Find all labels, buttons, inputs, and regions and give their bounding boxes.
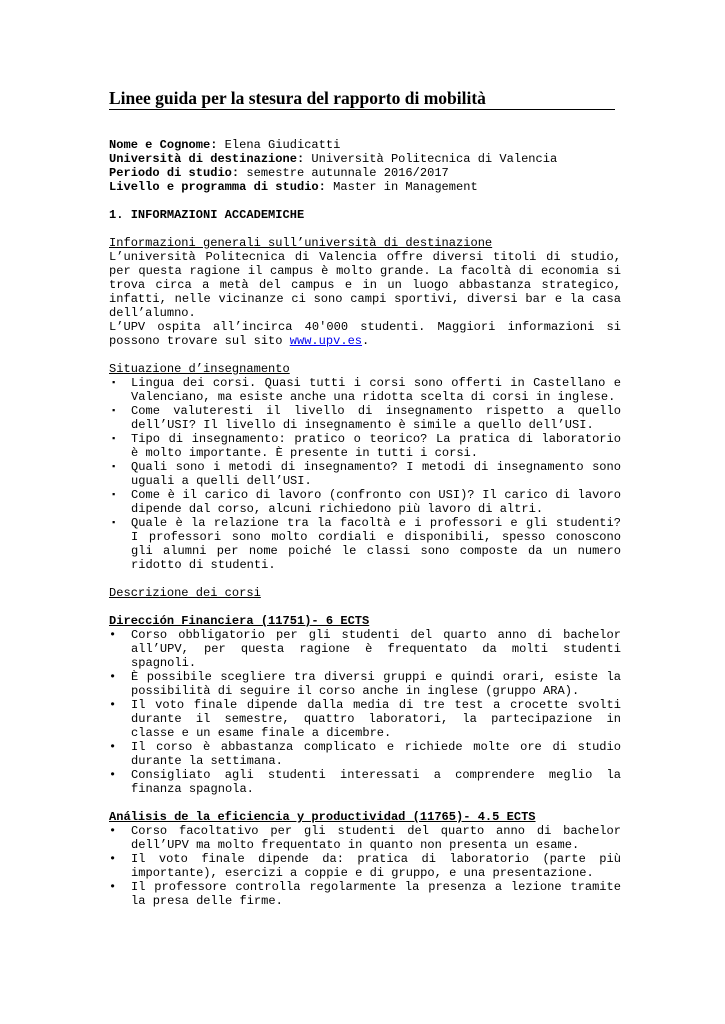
list-item-text: Corso facoltativo per gli studenti del quarto anno di bachelor dell’UPV ma molto frequentato in quanto non presenta un esame. [131,824,621,852]
list-item-text: Il voto finale dipende dalla media di tre test a crocette svolti durante il semestre, quattro laboratori, la partecipazione in classe e un esame finale a dicembre. [131,698,621,740]
round-bullet-icon: • [109,740,117,754]
list-item-text: Il professore controlla regolarmente la presenza a lezione tramite la presa delle firme. [131,880,621,908]
list-item-text: Quali sono i metodi di insegnamento? I metodi di insegnamento sono uguali a quelli dell’USI. [131,460,621,488]
student-info [109,138,621,194]
square-bullet-icon: ▪ [111,490,117,500]
document-page [109,87,621,908]
round-bullet-icon: • [109,824,117,838]
list-item [109,376,621,404]
list-item-text: Corso obbligatorio per gli studenti del quarto anno di bachelor all’UPV, per questa ragione è frequentato da molti studenti spagnoli. [131,628,621,670]
info-period [109,166,621,180]
round-bullet-icon: • [109,768,117,782]
list-item-text: Il corso è abbastanza complicato e richiede molte ore di studio durante la settimana. [131,740,621,768]
list-item [109,460,621,488]
list-item-text: È possibile scegliere tra diversi gruppi e quindi orari, esiste la possibilità di seguire il corso anche in inglese (gruppo ARA). [131,670,621,698]
list-item [109,824,621,852]
info-label: Università di destinazione: [109,152,305,166]
section-heading: 1. INFORMAZIONI ACCADEMICHE [109,208,305,222]
list-item [109,768,621,796]
course-title: Dirección Financiera (11751)- 6 ECTS [109,614,370,628]
list-item [109,404,621,432]
round-bullet-icon: • [109,628,117,642]
general-paragraph-2 [109,320,621,348]
list-item [109,628,621,670]
list-item [109,740,621,768]
square-bullet-icon: ▪ [111,434,117,444]
document-title: Linee guida per la stesura del rapporto di mobilità [109,87,615,110]
info-value: Elena Giudicatti [217,138,341,152]
list-item [109,432,621,460]
list-item [109,880,621,908]
round-bullet-icon: • [109,670,117,684]
info-university [109,152,621,166]
square-bullet-icon: ▪ [111,378,117,388]
list-item-text: Consigliato agli studenti interessati a comprendere meglio la finanza spagnola. [131,768,621,796]
list-item-text: Quale è la relazione tra la facoltà e i professori e gli studenti? I professori sono molto cordiali e disponibili, spesso conoscono gli alumni per nome poiché le classi sono composte da un numero ridotto di studenti. [131,516,621,572]
square-bullet-icon: ▪ [111,518,117,528]
round-bullet-icon: • [109,880,117,894]
teaching-list [109,376,621,572]
paragraph-text: . [362,334,370,348]
list-item [109,488,621,516]
course-details-list [109,628,621,796]
subheading-teaching: Situazione d’insegnamento [109,362,290,376]
list-item-text: Come è il carico di lavoro (confronto con USI)? Il carico di lavoro dipende dal corso, alcuni richiedono più lavoro di altri. [131,488,621,516]
round-bullet-icon: • [109,852,117,866]
subheading-general-info: Informazioni generali sull’università di destinazione [109,236,493,250]
subheading-courses: Descrizione dei corsi [109,586,261,600]
list-item [109,516,621,572]
list-item-text: Tipo di insegnamento: pratico o teorico? La pratica di laboratorio è molto importante. È presente in tutti i corsi. [131,432,621,460]
info-name [109,138,621,152]
list-item [109,698,621,740]
paragraph-text: L’UPV ospita all’incirca 40'000 studenti. Maggiori informazioni si possono trovare sul sito [109,320,621,348]
general-paragraph: L’università Politecnica di Valencia offre diversi titoli di studio, per questa ragione il campus è molto grande. La facoltà di economia si trova circa a metà del campus e in un luogo abbastanza strategico, infatti, nelle vicinanze ci sono campi sportivi, diversi bar e la casa dell’alumno. [109,250,621,320]
info-label: Livello e programma di studio: [109,180,326,194]
info-value: semestre autunnale 2016/2017 [239,166,449,180]
info-label: Nome e Cognome: [109,138,218,152]
list-item-text: Il voto finale dipende da: pratica di laboratorio (parte più importante), esercizi a coppie e di gruppo, e una presentazione. [131,852,621,880]
info-level [109,180,621,194]
list-item [109,670,621,698]
course-title: Análisis de la eficiencia y productividad (11765)- 4.5 ECTS [109,810,536,824]
square-bullet-icon: ▪ [111,462,117,472]
website-link[interactable]: www.upv.es [289,334,363,348]
info-value: Università Politecnica di Valencia [304,152,558,166]
info-label: Periodo di studio: [109,166,240,180]
course-details-list [109,824,621,908]
info-value: Master in Management [325,180,478,194]
round-bullet-icon: • [109,698,117,712]
square-bullet-icon: ▪ [111,406,117,416]
list-item [109,852,621,880]
list-item-text: Come valuteresti il livello di insegnamento rispetto a quello dell’USI? Il livello di insegnamento è simile a quello dell’USI. [131,404,621,432]
list-item-text: Lingua dei corsi. Quasi tutti i corsi sono offerti in Castellano e Valenciano, ma esiste anche una ridotta scelta di corsi in inglese. [131,376,621,404]
